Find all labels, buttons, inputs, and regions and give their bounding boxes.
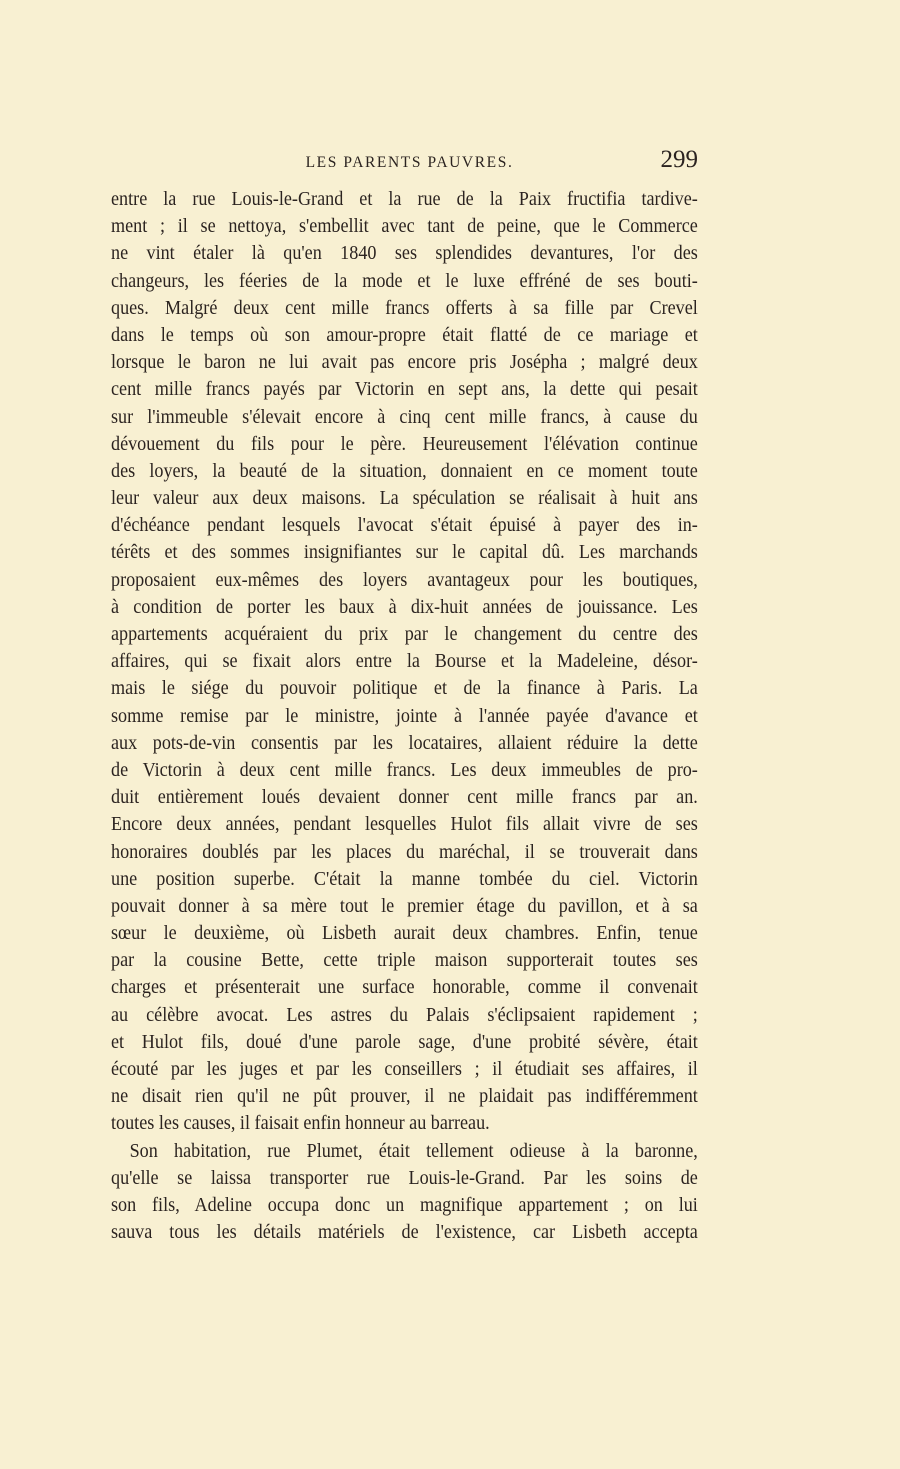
text-line: et Hulot fils, doué d'une parole sage, d'une probité sévère, était [111, 1031, 698, 1053]
page-number: 299 [660, 146, 698, 173]
text-line: ques. Malgré deux cent mille francs offerts à sa fille par Crevel [111, 297, 698, 319]
text-line: aux pots-de-vin consentis par les locataires, allaient réduire la dette [111, 732, 698, 754]
text-line: ment ; il se nettoya, s'embellit avec tant de peine, que le Commerce [111, 216, 698, 238]
text-line: charges et présenterait une surface honorable, comme il convenait [111, 977, 698, 999]
running-title: LES PARENTS PAUVRES. [305, 154, 514, 171]
text-line: entre la rue Louis-le-Grand et la rue de la Paix fructifia tardive- [111, 189, 698, 210]
text-line: sauva tous les détails matériels de l'existence, car Lisbeth accepta [111, 1222, 698, 1244]
text-line: des loyers, la beauté de la situation, donnaient en ce moment toute [111, 460, 698, 482]
text-line: son fils, Adeline occupa donc un magnifique appartement ; on lui [111, 1194, 698, 1216]
body-text [111, 186, 698, 1246]
paragraph [111, 186, 698, 1138]
text-line: leur valeur aux deux maisons. La spéculation se réalisait à huit ans [111, 488, 698, 510]
text-line: une position superbe. C'était la manne tombée du ciel. Victorin [111, 868, 698, 890]
text-line: Encore deux années, pendant lesquelles Hulot fils allait vivre de ses [111, 814, 698, 836]
text-line: somme remise par le ministre, jointe à l'année payée d'avance et [111, 705, 698, 727]
text-line: par la cousine Bette, cette triple maison supporterait toutes ses [111, 950, 698, 972]
text-line: de Victorin à deux cent mille francs. Les deux immeubles de pro- [111, 759, 698, 781]
text-line: sœur le deuxième, où Lisbeth aurait deux chambres. Enfin, tenue [111, 923, 698, 945]
text-line: proposaient eux-mêmes des loyers avantageux pour les boutiques, [111, 569, 698, 591]
text-line: dans le temps où son amour-propre était flatté de ce mariage et [111, 324, 698, 346]
text-line: d'échéance pendant lesquels l'avocat s'était épuisé à payer des in- [111, 515, 698, 537]
text-line: duit entièrement loués devaient donner cent mille francs par an. [111, 787, 698, 809]
text-line: ne vint étaler là qu'en 1840 ses splendides devantures, l'or des [111, 243, 698, 265]
text-line: pouvait donner à sa mère tout le premier étage du pavillon, et à sa [111, 895, 698, 917]
text-line: affaires, qui se fixait alors entre la Bourse et la Madeleine, désor- [111, 651, 698, 673]
text-line: qu'elle se laissa transporter rue Louis-le-Grand. Par les soins de [111, 1167, 698, 1189]
text-line: à condition de porter les baux à dix-huit années de jouissance. Les [111, 596, 698, 618]
text-line: térêts et des sommes insignifiantes sur le capital dû. Les marchands [111, 542, 698, 564]
text-line: au célèbre avocat. Les astres du Palais s'éclipsaient rapidement ; [111, 1004, 698, 1026]
text-line: honoraires doublés par les places du maréchal, il se trouverait dans [111, 841, 698, 863]
text-line: ne disait rien qu'il ne pût prouver, il ne plaidait pas indifféremment [111, 1086, 698, 1108]
text-line: cent mille francs payés par Victorin en sept ans, la dette qui pesait [111, 379, 698, 401]
text-line: mais le siége du pouvoir politique et de la finance à Paris. La [111, 678, 698, 700]
text-line: Son habitation, rue Plumet, était tellement odieuse à la baronne, [129, 1140, 698, 1162]
text-line: écouté par les juges et par les conseillers ; il étudiait ses affaires, il [111, 1059, 698, 1080]
page-header [111, 146, 698, 178]
text-line: appartements acquéraient du prix par le changement du centre des [111, 624, 698, 645]
text-line: toutes les causes, il faisait enfin honneur au barreau. [111, 1113, 490, 1135]
text-line: changeurs, les féeries de la mode et le luxe effréné de ses bouti- [111, 270, 698, 292]
text-line: sur l'immeuble s'élevait encore à cinq cent mille francs, à cause du [111, 406, 698, 428]
text-line: lorsque le baron ne lui avait pas encore pris Josépha ; malgré deux [111, 352, 698, 374]
text-line: dévouement du fils pour le père. Heureusement l'élévation continue [111, 433, 698, 455]
paragraph [111, 1138, 698, 1247]
